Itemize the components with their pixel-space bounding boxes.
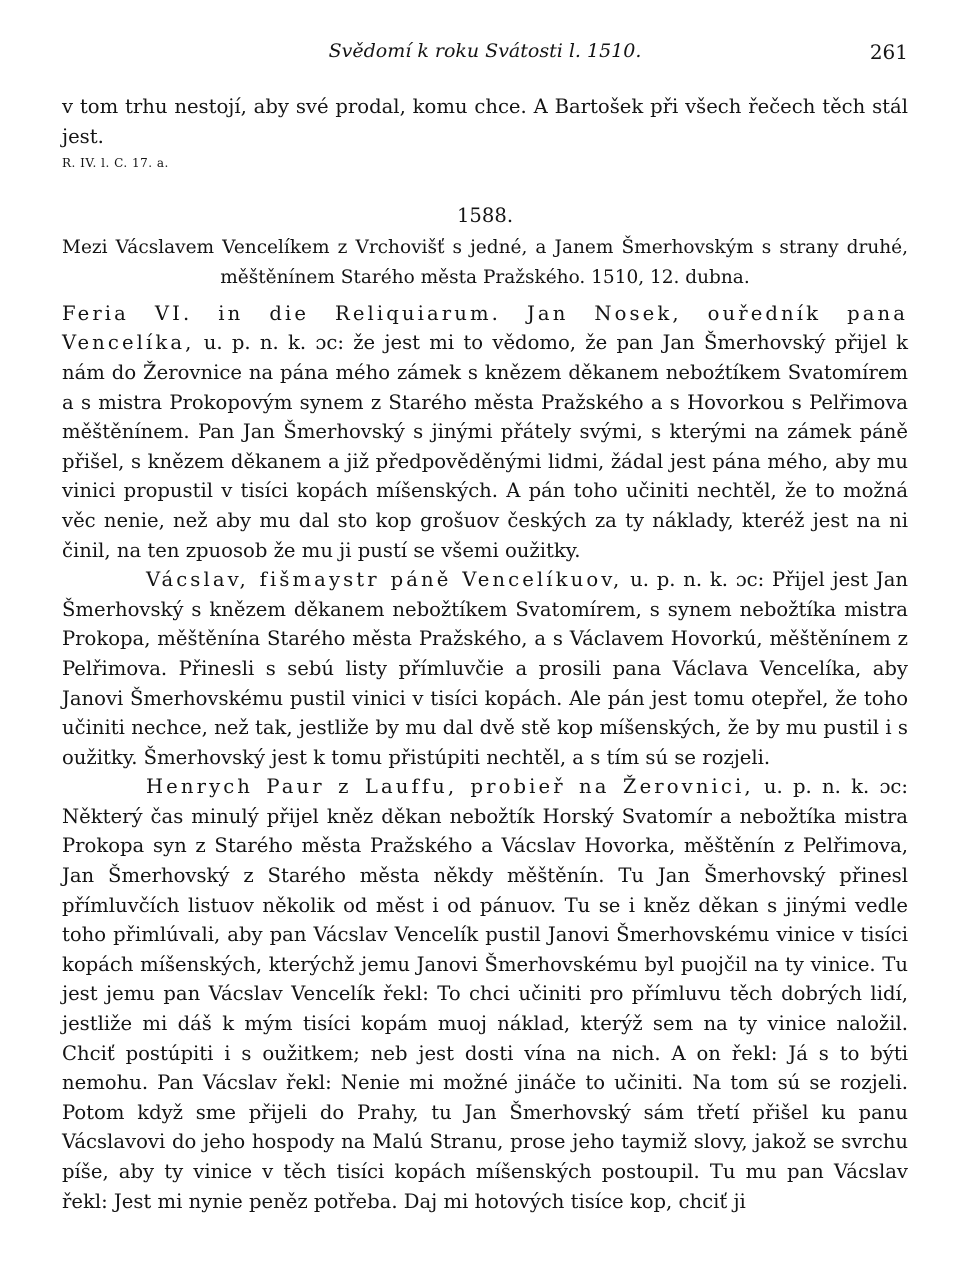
paragraph-continuation: v tom trhu nestojí, aby své prodal, komu chce. A Bartošek při všech řečech těch stál jest. (62, 95, 908, 148)
testimony-paragraph (62, 299, 908, 565)
entry-number: 1588. (456, 204, 514, 228)
entry-heading: Mezi Vácslavem Vencelíkem z Vrchovišť s jedné, a Janem Šmerhovským s strany druhé, měštěnínem Starého města Pražského. 1510, 12. dubna. (62, 236, 908, 288)
page-number: 261 (869, 40, 908, 64)
page-header (62, 40, 908, 76)
testimony-lead: Henrych Paur z Lauffu, probieř na Žerovnici, (146, 775, 754, 799)
testimony-lead: Feria VI. in die Reliquiarum. Jan Nosek, ouředník pana Vencelíka, (62, 301, 908, 355)
archive-reference: R. IV. l. C. 17. a. (62, 156, 169, 171)
testimony-text: u. p. n. k. ɔc: Některý čas minulý přijel kněz děkan nebožtík Horský Svatomír a nebožtíka mistra Prokopa syn z Starého města Pražského a Vácslav Hovorka, měštěnín z Pelřimova, Jan Šmerhovský z Starého města někdy měštěnín. Tu Jan Šmerhovský přinesl přímluvčích listuov několik od měst i od pánuov. Tu se i kněz děkan s jinými vedle toho přimlúvali, aby pan Vácslav Vencelík pustil Janovi Šmerhovskému vinice v tisíci kopách míšenských, kterýchž jemu Janovi Šmerhovskému byl puojčil na ty vinice. Tu jest jemu pan Vácslav Vencelík řekl: To chci učiniti pro přímluvu těch dobrých lidí, jestliže mi dáš k mým tisíci kopám muoj náklad, kterýž sem na ty vinice naložil. Chciť postúpiti i s oužitkem; neb jest dosti vína na nich. A on řekl: Já s to býti nemohu. Pan Vácslav řekl: Nenie mi možné jináče to učiniti. Na tom sú se rozjeli. Potom když sme přijeli do Prahy, tu Jan Šmerhovský sám třetí přišel ku panu Vácslavovi do jeho hospody na Malú Stranu, prose jeho taymiž slovy, jakož se svrchu píše, aby ty vinice v těch tisíci kopách míšenských postoupil. Tu mu pan Vácslav řekl: Jest mi nynie peněz potřeba. Daj mi hotových tisíce kop, chciť ji (62, 775, 908, 1213)
testimony-text: u. p. n. k. ɔc: že jest mi to vědomo, že pan Jan Šmerhovský přijel k nám do Žerovnice na pána mého zámek s knězem děkanem neboźtíkem Svatomírem a s mistra Prokopovým synem z Starého města Pražského a s Hovorkou s Pelřimova měštěnínem. Pan Jan Šmerhovský s jinými přátely svými, s kterými na zámek páně přišel, s knězem děkanem a již předpověděnými lidmi, žádal jest pána mého, aby mu vinici propustil v tisíci kopách míšenských. A pán toho učiniti nechtěl, že to možná věc nenie, než aby mu dal sto kop grošuov českých za ty náklady, kteréž jest na ni činil, na ten zpuosob že mu ji pustí se všemi oužitky. (62, 331, 908, 562)
testimony-text: u. p. n. k. ɔc: Přijel jest Jan Šmerhovský s knězem děkanem nebožtíkem Svatomírem, s synem nebožtíka mistra Prokopa, měštěnína Starého města Pražského, a s Václavem Hovorkú, měštěnínem z Pelřimova. Přinesli s sebú listy přímluvčie a prosili pana Václava Vencelíka, aby Janovi Šmerhovskému pustil vinici v tisíci kopách. Ale pán jest tomu otepřel, že toho učiniti nechce, než tak, jestliže by mu dal dvě stě kop míšenských, že by mu pustil i s oužitky. Šmerhovský jest k tomu přistúpiti nechtěl, a s tím sú se rozjeli. (62, 568, 908, 769)
running-title: Svědomí k roku Svátosti l. 1510. (328, 40, 642, 62)
testimony-paragraph (62, 565, 908, 772)
testimony-lead: Vácslav, fišmaystr páně Vencelíkuov, (146, 568, 623, 592)
body-text (62, 92, 908, 1216)
testimony-paragraph (62, 772, 908, 1216)
